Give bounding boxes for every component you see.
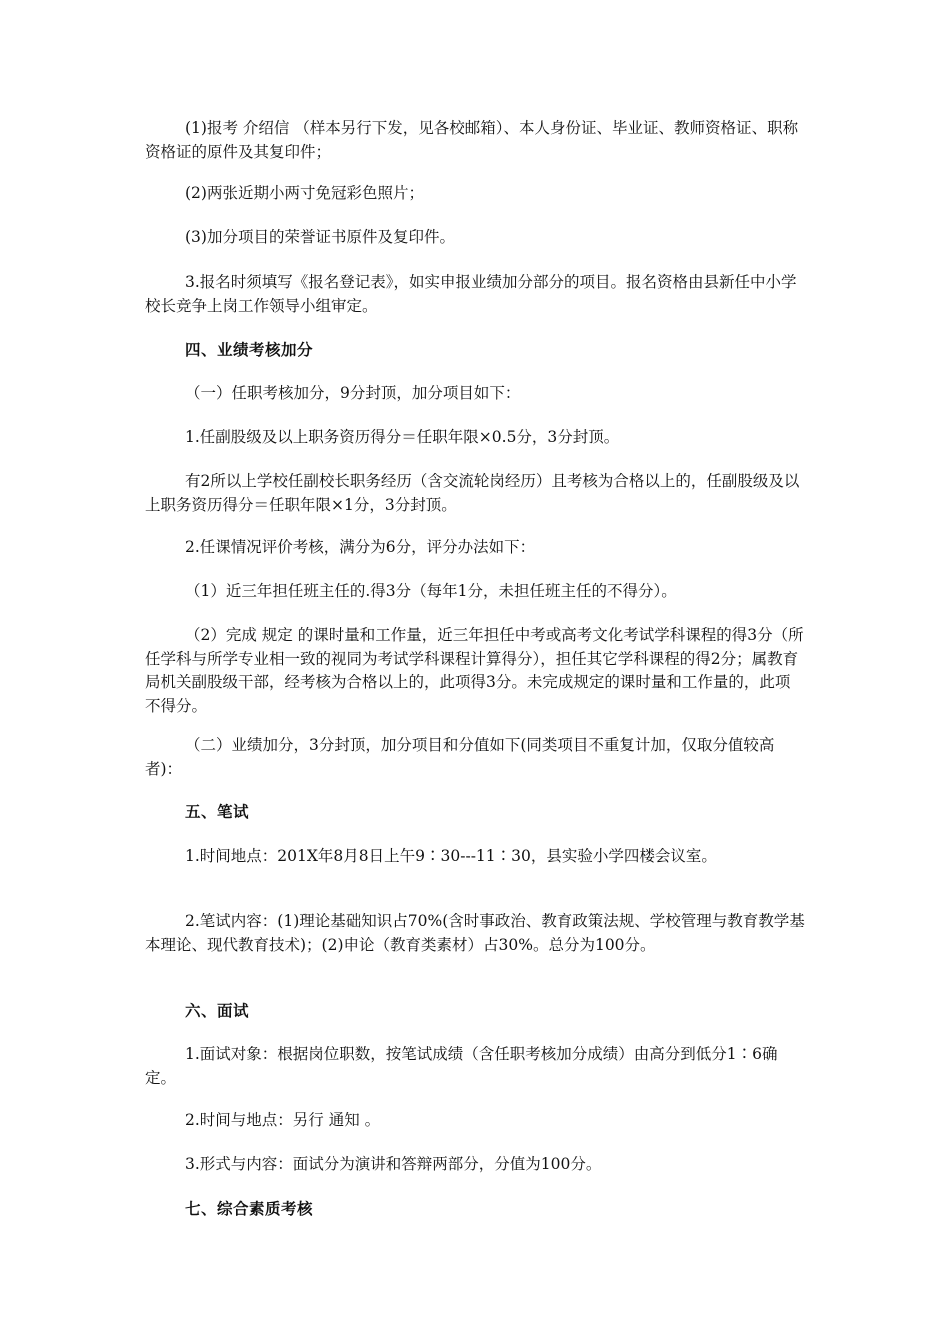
paragraph-interview-form: 3.形式与内容：面试分为演讲和答辩两部分，分值为100分。 [185, 1155, 602, 1173]
paragraph-materials-3: (3)加分项目的荣誉证书原件及复印件。 [185, 228, 455, 246]
paragraph-performance-bonus: （二）业绩加分，3分封顶，加分项目和分值如下(同类项目不重复计加，仅取分值较高者)： [145, 736, 775, 778]
paragraph-teaching-evaluation: 2.任课情况评价考核，满分为6分，评分办法如下： [185, 538, 536, 556]
paragraph-registration: 3.报名时须填写《报名登记表》，如实申报业绩加分部分的项目。报名资格由县新任中小学校长竞争上岗工作领导小组审定。 [145, 273, 797, 315]
paragraph-seniority-score: 1.任副股级及以上职务资历得分＝任职年限×0.5分，3分封顶。 [185, 428, 620, 446]
section-heading-4: 四、业绩考核加分 [185, 340, 314, 359]
section-heading-6: 六、面试 [185, 1001, 250, 1020]
paragraph-exam-time: 1.时间地点：201X年8月8日上午9∶30---11∶30，县实验小学四楼会议室。 [185, 847, 717, 865]
paragraph-exam-content: 2.笔试内容：(1)理论基础知识占70%(含时事政治、教育政策法规、学校管理与教育教学基本理论、现代教育技术)；(2)申论（教育类素材）占30%。总分为100分。 [145, 912, 805, 954]
section-heading-5: 五、笔试 [185, 802, 250, 821]
section-heading-7: 七、综合素质考核 [185, 1199, 314, 1218]
paragraph-workload: （2）完成 规定 的课时量和工作量，近三年担任中考或高考文化考试学科课程的得3分（所任学科与所学专业相一致的视同为考试学科课程计算得分），担任其它学科课程的得2分；属教育局机关副股级干部，经考核为合格以上的，此项得3分。未完成规定的课时量和工作量的，此项不得分。 [145, 626, 804, 715]
paragraph-appointment-bonus: （一）任职考核加分，9分封顶，加分项目如下： [185, 384, 521, 402]
paragraph-interview-time: 2.时间与地点：另行 通知 。 [185, 1111, 381, 1129]
paragraph-materials-2: (2)两张近期小两寸免冠彩色照片； [185, 184, 424, 202]
paragraph-materials-1: (1)报考 介绍信 （样本另行下发，见各校邮箱）、本人身份证、毕业证、教师资格证、职称资格证的原件及其复印件； [145, 119, 799, 161]
paragraph-vice-principal-score: 有2所以上学校任副校长职务经历（含交流轮岗经历）且考核为合格以上的，任副股级及以上职务资历得分＝任职年限×1分，3分封顶。 [145, 472, 800, 514]
paragraph-interview-object: 1.面试对象：根据岗位职数，按笔试成绩（含任职考核加分成绩）由高分到低分1∶6确定。 [145, 1045, 778, 1087]
paragraph-class-teacher: （1）近三年担任班主任的.得3分（每年1分，未担任班主任的不得分）。 [185, 582, 677, 600]
